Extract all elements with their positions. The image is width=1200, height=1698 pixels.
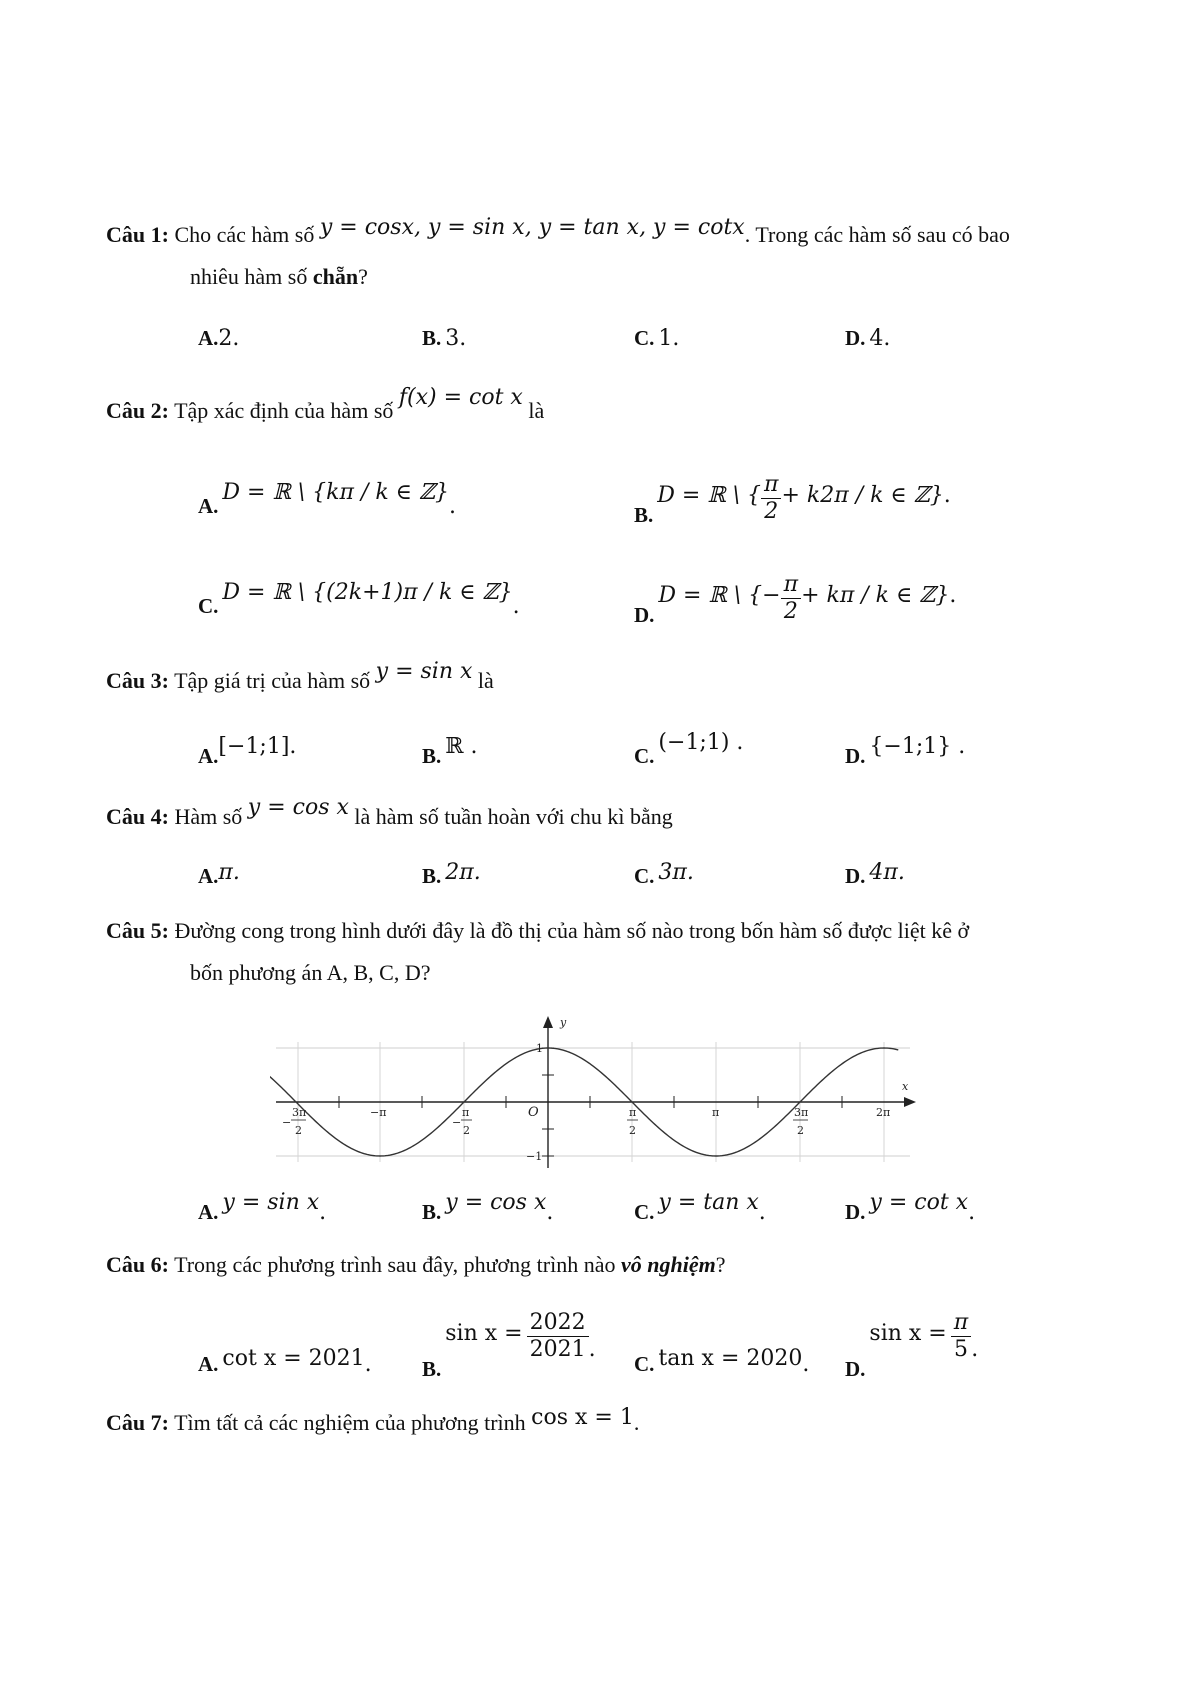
option-tail: .	[949, 583, 957, 609]
x-tick-label: 2π	[876, 1106, 891, 1119]
option-value: 4π.	[869, 860, 905, 885]
question-text: . Trong các hàm số sau có bao	[744, 222, 1010, 247]
option-d[interactable]	[845, 1190, 976, 1225]
option-letter: D.	[845, 744, 866, 768]
question-text: Đường cong trong hình dưới đây là đồ thị của hàm số nào trong bốn hàm số được liệt kê ở	[174, 918, 970, 943]
option-d[interactable]	[845, 1310, 979, 1382]
option-d[interactable]	[845, 326, 890, 351]
option-letter: D.	[845, 1200, 866, 1224]
fraction-numerator: π	[761, 474, 781, 499]
option-value: + kπ / k ∈ ℤ}	[801, 583, 950, 609]
option-value: 3.	[445, 326, 467, 351]
option-tail: .	[449, 494, 457, 519]
question-5	[106, 918, 969, 944]
option-letter: B.	[422, 1357, 442, 1382]
svg-text:−: −	[452, 1116, 462, 1129]
option-value: tan x = 2020	[658, 1346, 803, 1371]
option-d[interactable]	[845, 860, 905, 889]
question-text: là	[528, 398, 545, 423]
x-tick-label: −π	[370, 1106, 387, 1119]
option-letter: C.	[198, 594, 219, 618]
option-letter: C.	[634, 1352, 655, 1376]
option-letter: A.	[198, 744, 219, 768]
option-d[interactable]	[634, 572, 957, 628]
option-tail: .	[588, 1337, 596, 1363]
option-letter: C.	[634, 864, 655, 888]
option-value: {−1;1} .	[869, 734, 966, 759]
formula: y = sin x	[375, 659, 473, 684]
option-value: y = cot x	[869, 1190, 969, 1215]
question-text: Tập xác định của hàm số	[174, 398, 394, 423]
option-value: 2π.	[445, 860, 481, 885]
option-letter: A.	[198, 864, 219, 888]
option-b[interactable]	[422, 326, 466, 351]
option-a[interactable]	[198, 860, 240, 889]
question-2	[106, 385, 545, 424]
svg-text:π: π	[462, 1106, 470, 1119]
question-text: ?	[358, 264, 368, 289]
option-letter: C.	[634, 744, 655, 768]
option-letter: D.	[845, 326, 866, 350]
question-7	[106, 1405, 640, 1436]
option-letter: B.	[634, 503, 654, 528]
option-tail: .	[546, 1200, 554, 1225]
option-tail: .	[971, 1337, 979, 1363]
fraction-numerator: 2022	[527, 1312, 589, 1337]
option-value: D = ℝ \ {−	[658, 583, 781, 609]
fraction	[951, 1312, 971, 1361]
question-text: Trong các phương trình sau đây, phương trình nào	[174, 1252, 621, 1277]
question-label: Câu 7:	[106, 1410, 169, 1435]
option-value: D = ℝ \ {(2k+1)π / k ∈ ℤ}	[222, 580, 513, 605]
question-1-line2	[190, 264, 368, 290]
x-tick-label	[282, 1106, 306, 1137]
emphasis-text: vô nghiệm	[621, 1252, 716, 1277]
y-tick-label: 1	[536, 1042, 543, 1055]
fraction-denominator: 2	[783, 599, 798, 624]
option-a[interactable]	[198, 326, 239, 351]
option-value: y = sin x	[222, 1190, 320, 1215]
option-value: 1.	[658, 326, 680, 351]
question-text: Tìm tất cả các nghiệm của phương trình	[174, 1410, 526, 1435]
question-4	[106, 795, 673, 830]
question-label: Câu 2:	[106, 398, 169, 423]
option-letter: A.	[198, 1352, 219, 1376]
formula: f(x) = cot x	[398, 385, 523, 410]
option-tail: .	[364, 1352, 372, 1377]
x-axis-label: x	[902, 1080, 909, 1093]
option-value: π.	[218, 860, 240, 885]
option-value: D = ℝ \ {	[657, 483, 762, 509]
option-c[interactable]	[634, 1190, 766, 1225]
fraction-numerator: π	[781, 574, 801, 599]
option-letter: A.	[198, 1200, 219, 1224]
option-c[interactable]	[634, 1346, 810, 1377]
axes	[276, 1016, 916, 1168]
question-label: Câu 5:	[106, 918, 169, 943]
question-label: Câu 1:	[106, 222, 169, 247]
question-label: Câu 6:	[106, 1252, 169, 1277]
formula: y = cosx, y = sin x, y = tan x, y = cotx	[319, 215, 745, 240]
option-c[interactable]	[634, 730, 744, 769]
option-letter: B.	[422, 864, 442, 888]
function-graph	[270, 1012, 920, 1172]
emphasis-text: chẵn	[312, 264, 359, 289]
option-c[interactable]	[634, 860, 694, 889]
fraction	[781, 574, 801, 623]
option-letter: D.	[845, 1357, 866, 1382]
option-letter: B.	[422, 744, 442, 768]
option-b[interactable]	[422, 1310, 596, 1382]
option-b[interactable]	[422, 1190, 554, 1225]
option-tail: .	[758, 1200, 766, 1225]
option-tail: .	[512, 594, 520, 619]
option-letter: B.	[422, 1200, 442, 1224]
x-tick-label	[793, 1106, 808, 1137]
question-5-line2: bốn phương án A, B, C, D?	[190, 960, 431, 985]
option-value: cot x = 2021	[222, 1346, 365, 1371]
question-3	[106, 659, 494, 694]
svg-text:2: 2	[295, 1124, 302, 1137]
option-value: ℝ .	[445, 734, 478, 759]
option-a[interactable]	[198, 480, 457, 519]
fraction-denominator: 5	[953, 1337, 968, 1362]
option-value: (−1;1) .	[658, 730, 744, 755]
y-tick-label: −1	[526, 1150, 543, 1163]
svg-text:−: −	[282, 1116, 292, 1129]
option-value: y = cos x	[445, 1190, 547, 1215]
fraction-numerator: π	[951, 1312, 971, 1337]
option-d[interactable]	[845, 734, 966, 769]
question-text: .	[633, 1410, 640, 1435]
question-text: Tập giá trị của hàm số	[174, 668, 371, 693]
question-text: nhiêu hàm số	[190, 264, 313, 289]
option-value: 2.	[218, 326, 240, 351]
option-value: sin x =	[445, 1321, 523, 1347]
option-a[interactable]	[198, 734, 297, 769]
option-c[interactable]	[634, 326, 679, 351]
option-value: + k2π / k ∈ ℤ}	[781, 483, 944, 509]
formula: y = cos x	[247, 795, 349, 820]
fraction-denominator: 2021	[529, 1337, 586, 1362]
option-value: sin x =	[869, 1321, 947, 1347]
option-b[interactable]	[422, 860, 481, 889]
question-label: Câu 3:	[106, 668, 169, 693]
option-letter: B.	[422, 326, 442, 350]
y-axis-label: y	[560, 1016, 567, 1029]
option-tail: .	[943, 483, 951, 509]
question-text: là hàm số tuần hoàn với chu kì bằng	[354, 804, 673, 829]
svg-text:2: 2	[463, 1124, 470, 1137]
option-b[interactable]	[422, 734, 478, 769]
fraction	[761, 474, 781, 523]
option-letter: D.	[634, 603, 655, 628]
option-value: [−1;1].	[218, 734, 297, 759]
option-c[interactable]	[198, 580, 520, 619]
question-text: là	[477, 668, 494, 693]
option-tail: .	[319, 1200, 327, 1225]
svg-text:3π: 3π	[292, 1106, 307, 1119]
svg-text:3π: 3π	[794, 1106, 809, 1119]
option-letter: C.	[634, 326, 655, 350]
question-text: Cho các hàm số	[174, 222, 315, 247]
option-a[interactable]	[198, 1190, 327, 1225]
formula: cos x = 1	[531, 1405, 634, 1430]
svg-text:π: π	[629, 1106, 637, 1119]
option-letter: C.	[634, 1200, 655, 1224]
question-label: Câu 4:	[106, 804, 169, 829]
option-letter: D.	[845, 864, 866, 888]
fraction-denominator: 2	[764, 499, 779, 524]
option-value: y = tan x	[658, 1190, 759, 1215]
option-a[interactable]	[198, 1346, 372, 1377]
origin-label: O	[528, 1105, 539, 1120]
question-text: ?	[715, 1252, 726, 1277]
option-tail: .	[802, 1352, 810, 1377]
option-tail: .	[968, 1200, 976, 1225]
question-6	[106, 1252, 726, 1278]
svg-text:2: 2	[797, 1124, 804, 1137]
option-letter: A.	[198, 494, 219, 518]
svg-text:2: 2	[629, 1124, 636, 1137]
question-text: Hàm số	[174, 804, 243, 829]
option-value: 4.	[869, 326, 891, 351]
option-letter: A.	[198, 326, 219, 350]
question-1	[106, 215, 1010, 248]
option-b[interactable]	[634, 472, 951, 528]
x-tick-label: π	[712, 1106, 720, 1119]
option-value: D = ℝ \ {kπ / k ∈ ℤ}	[222, 480, 450, 505]
option-value: 3π.	[658, 860, 694, 885]
fraction	[527, 1312, 589, 1361]
